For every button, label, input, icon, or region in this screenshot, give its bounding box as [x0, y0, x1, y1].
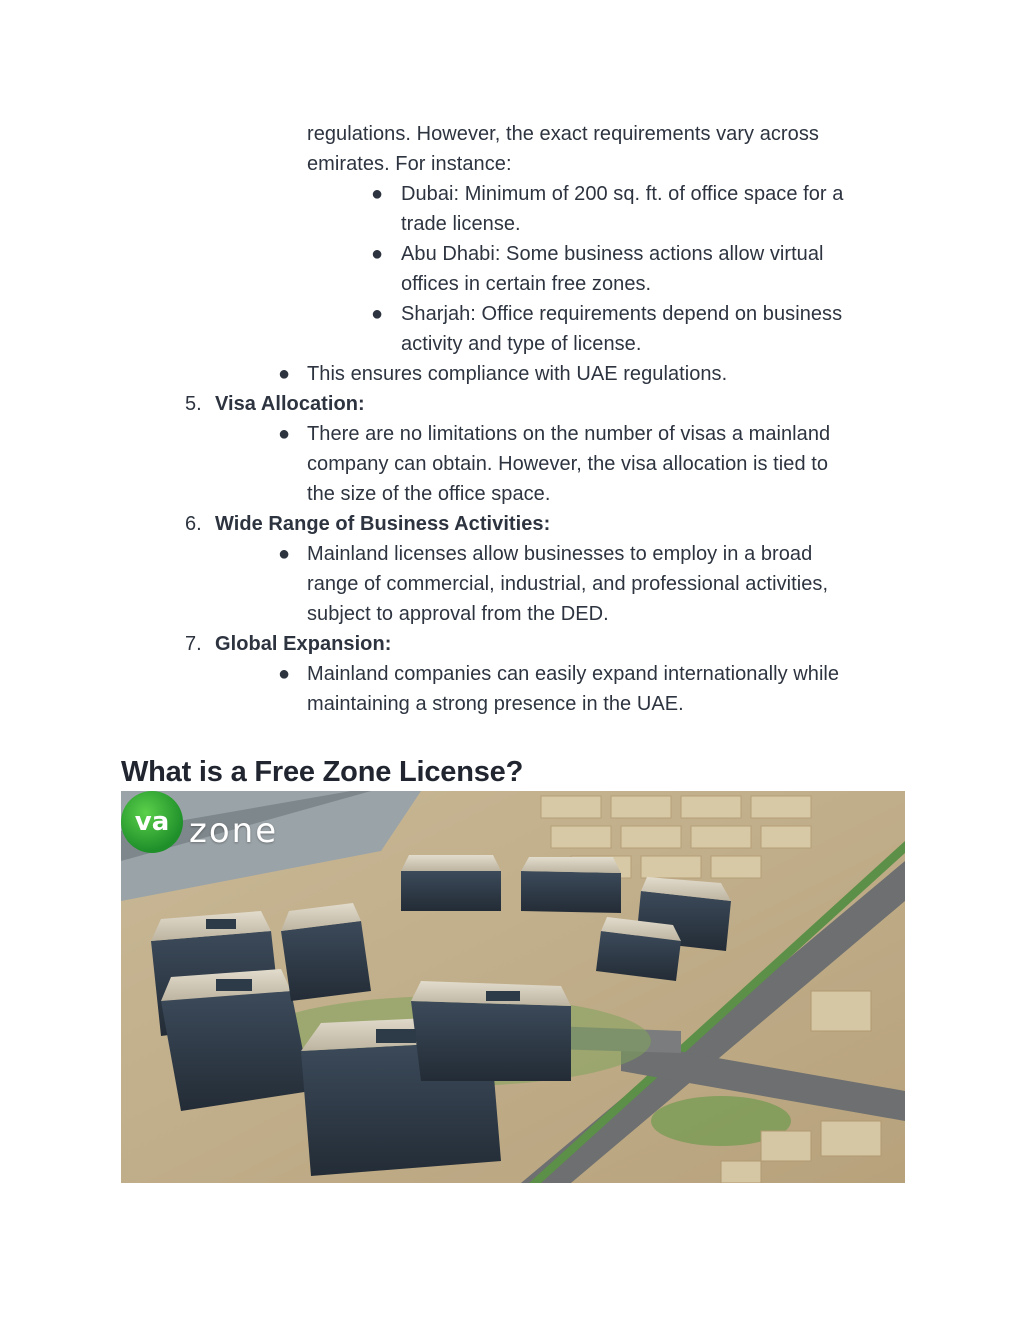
- bullet-line: maintaining a strong presence in the UAE.: [307, 693, 684, 715]
- list-number: 7.: [185, 633, 202, 655]
- sub-bullet-sharjah: Sharjah: Office requirements depend on business: [401, 303, 843, 325]
- item-title-visa-allocation: Visa Allocation:: [215, 393, 365, 415]
- bullet-glyph: ●: [278, 543, 291, 565]
- section-heading: What is a Free Zone License?: [121, 756, 524, 788]
- bullet-glyph: ●: [278, 663, 291, 685]
- sub-bullet-abu-dhabi-cont: offices in certain free zones.: [401, 273, 652, 295]
- bullet-line: company can obtain. However, the visa allocation is tied to: [307, 453, 829, 475]
- item-title-global-expansion: Global Expansion:: [215, 633, 392, 655]
- bullet-glyph: ●: [278, 423, 291, 445]
- bullet-line: subject to approval from the DED.: [307, 603, 609, 625]
- bullet-glyph: ●: [371, 303, 384, 325]
- bullet-line: the size of the office space.: [307, 483, 551, 505]
- aerial-photo: [121, 791, 905, 1183]
- bullet-line: There are no limitations on the number of visas a mainland: [307, 423, 831, 445]
- paragraph-line: regulations. However, the exact requirements vary across: [307, 123, 819, 145]
- sub-bullet-dubai: Dubai: Minimum of 200 sq. ft. of office space for a: [401, 183, 844, 205]
- vazone-logo-icon: va: [121, 791, 183, 853]
- sub-bullet-abu-dhabi: Abu Dhabi: Some business actions allow virtual: [401, 243, 824, 265]
- bullet-line: Mainland companies can easily expand internationally while: [307, 663, 840, 685]
- bullet-glyph: ●: [278, 363, 291, 385]
- sub-bullet-sharjah-cont: activity and type of license.: [401, 333, 642, 355]
- item-title-business-activities: Wide Range of Business Activities:: [215, 513, 551, 535]
- sub-bullet-dubai-cont: trade license.: [401, 213, 521, 235]
- bullet-compliance: This ensures compliance with UAE regulations.: [307, 363, 728, 385]
- bullet-line: Mainland licenses allow businesses to employ in a broad: [307, 543, 813, 565]
- bullet-glyph: ●: [371, 183, 384, 205]
- list-number: 6.: [185, 513, 202, 535]
- bullet-glyph: ●: [371, 243, 384, 265]
- list-number: 5.: [185, 393, 202, 415]
- vazone-logo-text: zone: [189, 811, 279, 851]
- paragraph-line: emirates. For instance:: [307, 153, 512, 175]
- bullet-line: range of commercial, industrial, and professional activities,: [307, 573, 829, 595]
